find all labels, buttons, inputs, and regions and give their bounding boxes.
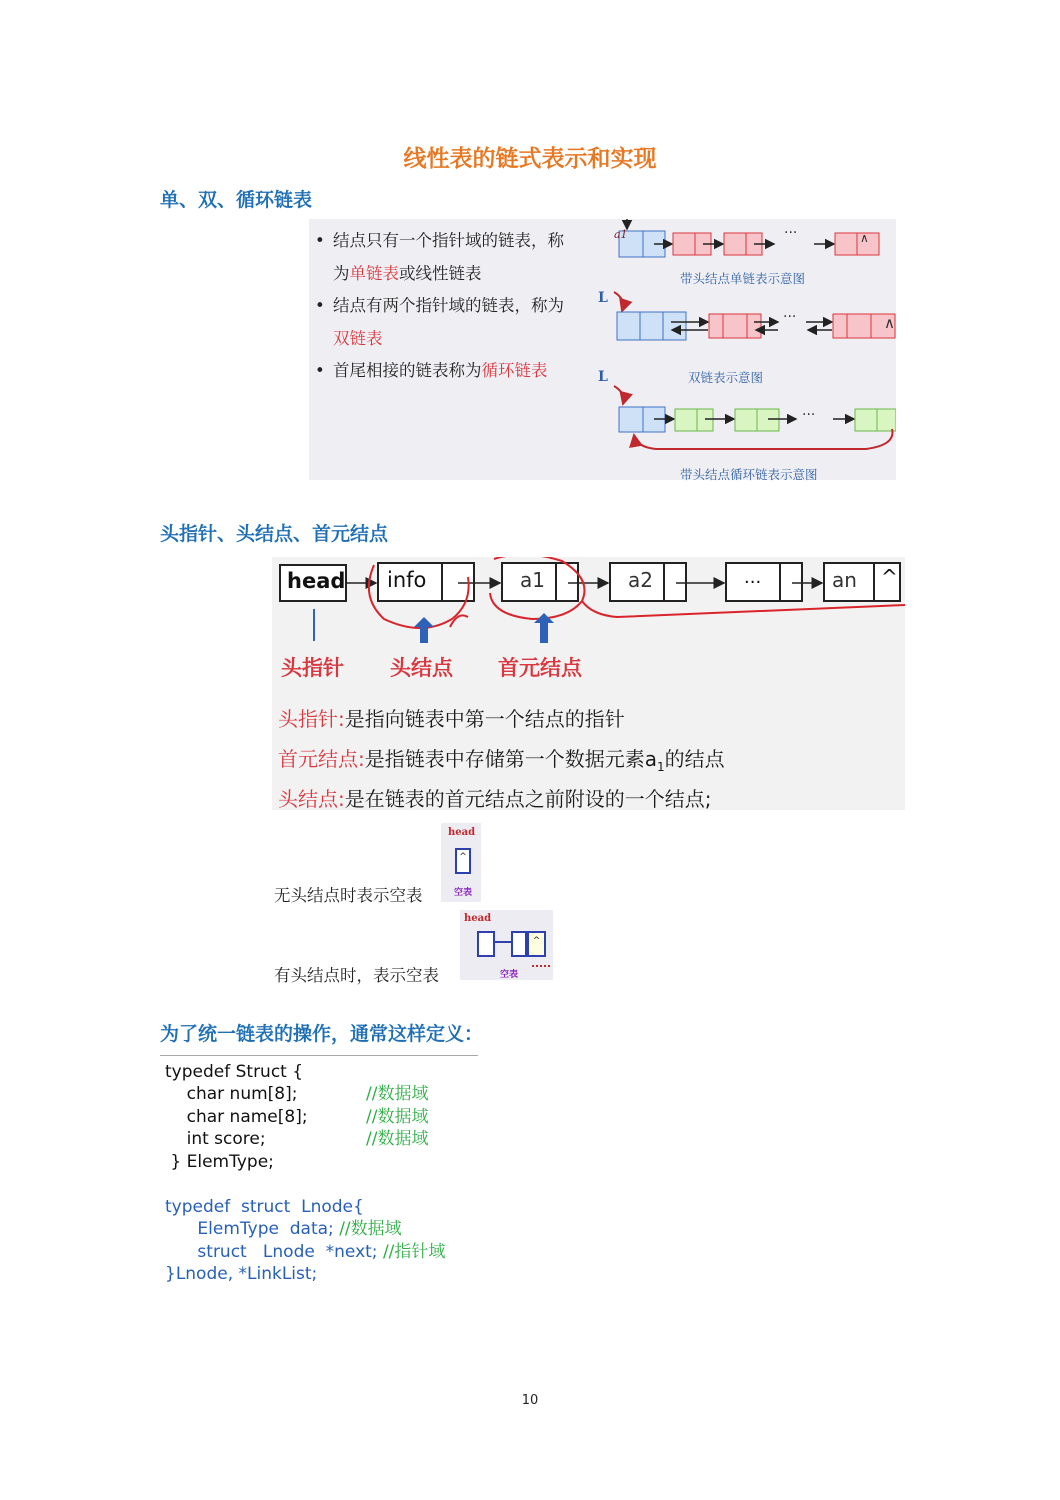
code-line-8-code: struct Lnode *next; [165, 1242, 383, 1262]
no-head-empty-text: 无头结点时表示空表 [274, 886, 423, 905]
null-caret: ^ [881, 565, 898, 589]
definition-head-node [278, 783, 712, 812]
info-box-label: info [387, 568, 427, 592]
bullet-single-pre: 为 [333, 263, 350, 283]
mini-head-label: head [448, 827, 476, 838]
double-list-diagram [614, 292, 895, 340]
def-head-pointer-key: 头指针: [278, 707, 345, 731]
circular-list-diagram [614, 386, 896, 449]
def-first-node-text-post: 的结点 [664, 747, 725, 771]
code-line-7-code: ElemType data; [165, 1219, 340, 1239]
definition-head-pointer [278, 703, 625, 732]
section-heading-definition: 为了统一链表的操作，通常这样定义： [160, 1023, 484, 1045]
mini-empty-label: 空表 [454, 888, 473, 898]
code-line-6: typedef struct Lnode{ [165, 1197, 364, 1217]
empty-list-with-head-figure [460, 910, 553, 980]
bullet-single-line1: 结点只有一个指针域的链表，称 [333, 231, 564, 250]
head-node-figure [272, 557, 905, 810]
circular-L-label: L [598, 369, 608, 385]
single-node-a1: a1 [614, 228, 628, 241]
a2-box-label: a2 [628, 568, 653, 592]
bullet-single-term: 单链表 [349, 263, 399, 283]
empty-list-no-head-figure [441, 823, 481, 902]
with-head-empty-text: 有头结点时，表示空表 [274, 966, 439, 985]
def-head-node-key: 头结点: [278, 787, 345, 811]
code-line-1: typedef Struct { [165, 1062, 304, 1082]
mini-head-pointer-box [477, 931, 495, 957]
label-head-pointer: 头指针 [281, 656, 344, 680]
single-dots: ··· [784, 225, 798, 241]
page-title: 线性表的链式表示和实现 [403, 145, 657, 172]
bullet-single [313, 225, 603, 290]
def-head-node-text: 是在链表的首元结点之前附设的一个结点; [344, 787, 712, 811]
def-first-node-sub: 1 [657, 760, 665, 774]
code-line-2: char num[8]; [165, 1084, 298, 1104]
code-comment-2: //数据域 [366, 1107, 429, 1127]
def-first-node-text: 是指链表中存储第一个数据元素a [364, 747, 658, 771]
caption-double-list: 双链表示意图 [688, 370, 764, 385]
bullet-circular [313, 355, 603, 388]
double-null: ∧ [884, 314, 895, 332]
def-head-pointer-text: 是指向链表中第一个结点的指针 [344, 707, 625, 731]
bullet-circular-pre: 首尾相接的链表称为 [333, 361, 482, 380]
double-L-label: L [598, 290, 608, 306]
code-line-8-comment: //指针域 [382, 1242, 446, 1262]
a1-box-label: a1 [520, 568, 545, 592]
code-comment-3: //数据域 [366, 1129, 429, 1149]
mini-null-caret: ^ [459, 852, 467, 862]
dots-box-label: ... [744, 567, 762, 588]
single-list-diagram [619, 219, 879, 257]
mini-null-node [455, 848, 471, 874]
code-line-4: int score; [165, 1129, 266, 1149]
bullet-double-term: 双链表 [333, 328, 383, 348]
code-line-5: } ElemType; [165, 1152, 274, 1172]
head-box-label: head [287, 569, 346, 593]
circular-dots: ··· [802, 407, 816, 423]
section-heading-head-nodes: 头指针、头结点、首元结点 [160, 523, 389, 545]
an-box-label: an [832, 568, 857, 592]
code-line-3: char name[8]; [165, 1107, 308, 1127]
code-line-9: }Lnode, *LinkList; [165, 1264, 318, 1284]
mini-empty-label-2: 空表 [500, 970, 519, 980]
list-types-bullets [313, 225, 603, 388]
bullet-double-line1: 结点有两个指针域的链表，称为 [333, 296, 564, 315]
list-diagrams [596, 219, 896, 480]
mini-head-node-right [527, 931, 546, 957]
code-line-8 [165, 1241, 445, 1264]
def-first-node-key: 首元结点: [278, 747, 365, 771]
head-node-diagram [272, 557, 905, 657]
code-line-7-comment: //数据域 [339, 1219, 402, 1239]
code-line-7 [165, 1218, 402, 1241]
page-number: 10 [521, 1393, 539, 1408]
label-head-node: 头结点 [390, 656, 453, 680]
list-types-figure [309, 219, 896, 480]
bullet-circular-term: 循环链表 [481, 361, 548, 380]
label-first-node: 首元结点 [498, 656, 582, 680]
bullet-double [313, 290, 603, 355]
mini-head-label-2: head [464, 913, 492, 924]
caption-single-list: 带头结点单链表示意图 [680, 271, 806, 286]
code-block [160, 1055, 478, 1288]
mini-head-caret: ^ [532, 936, 541, 946]
mini-link [495, 941, 511, 943]
mini-head-node-left [511, 931, 527, 957]
code-comment-1: //数据域 [366, 1084, 429, 1104]
single-null: ∧ [860, 231, 869, 245]
mini-squiggle [532, 961, 550, 967]
caption-circular-list: 带头结点循环链表示意图 [680, 467, 818, 482]
bullet-single-post: 或线性链表 [399, 263, 482, 283]
definition-first-node [278, 743, 725, 774]
section-heading-list-types: 单、双、循环链表 [160, 189, 313, 211]
double-dots: ··· [783, 309, 797, 325]
